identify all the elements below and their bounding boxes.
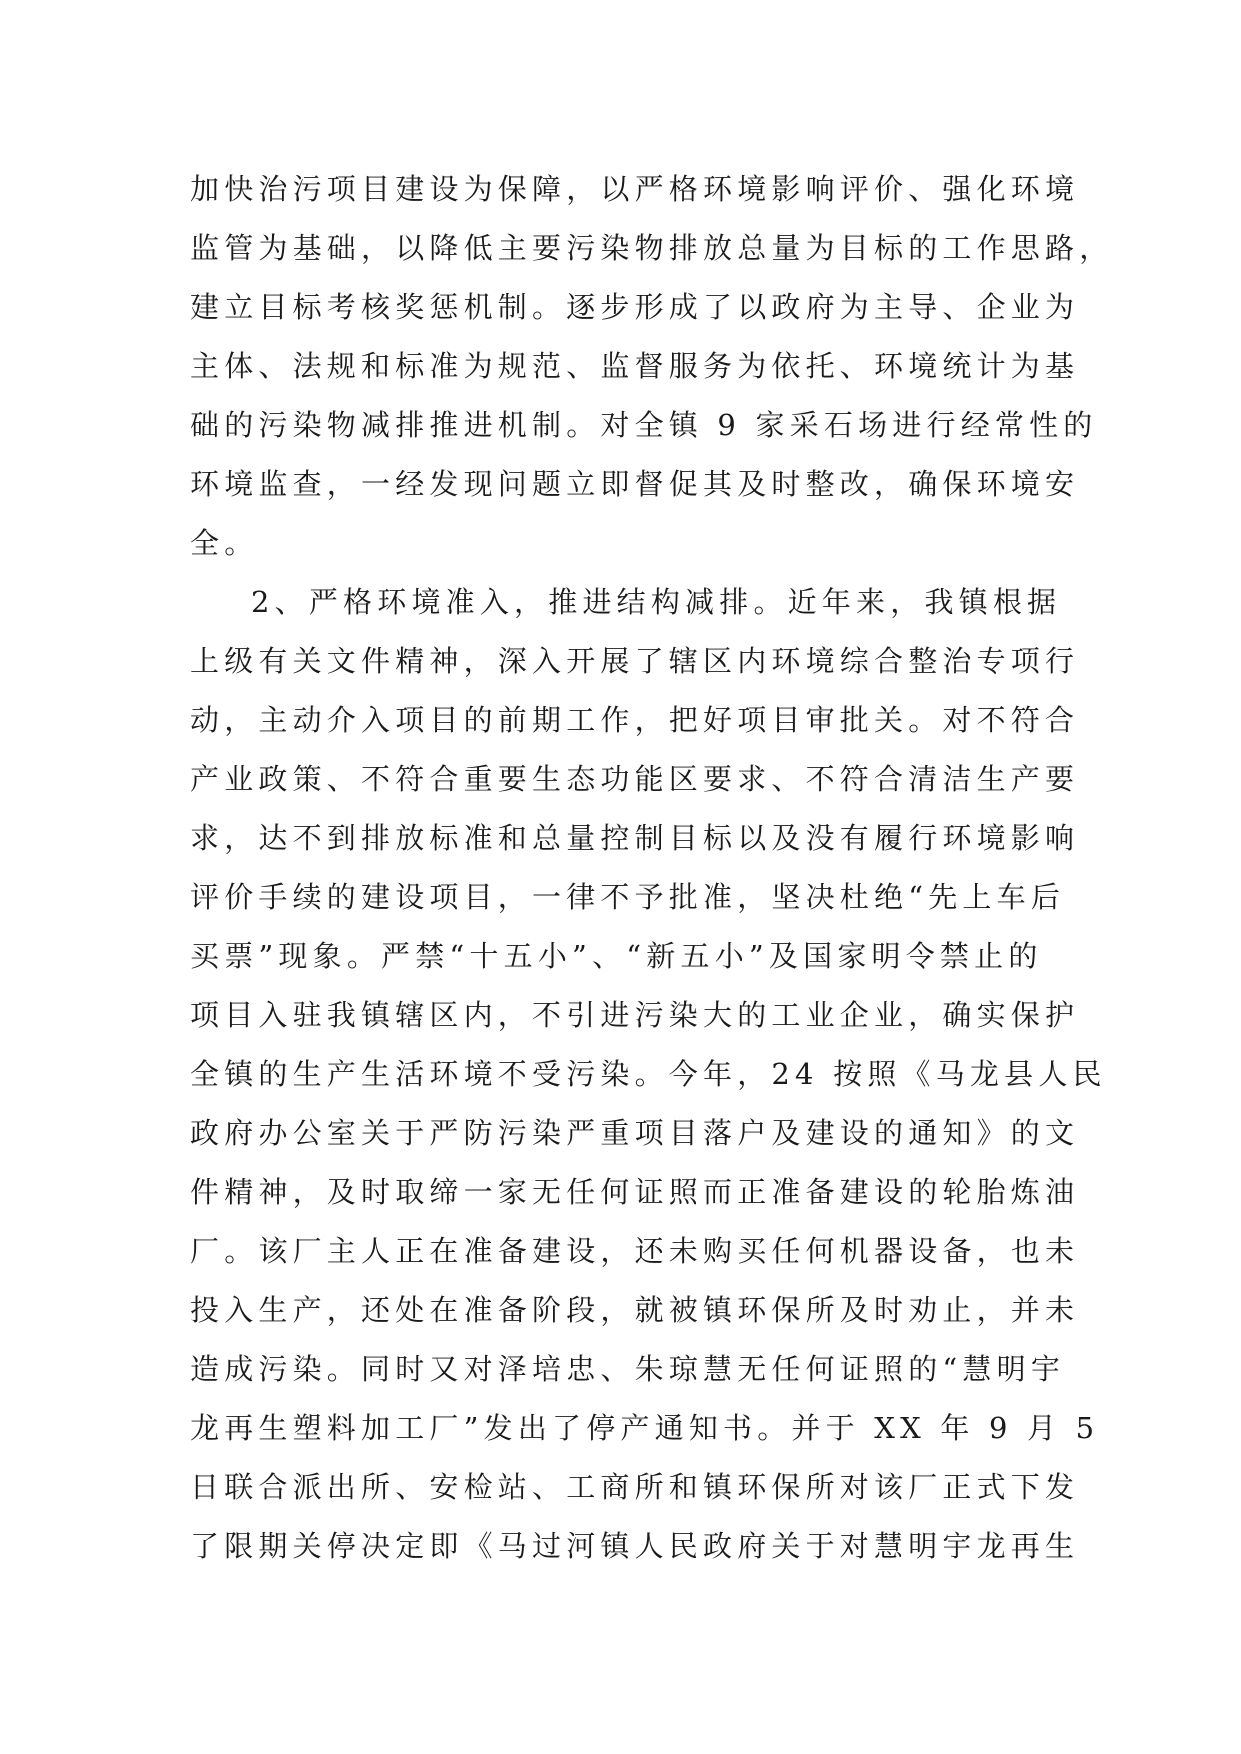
text-line: 加快治污项目建设为保障，以严格环境影响评价、强化环境 <box>190 172 1080 206</box>
text-line: 政府办公室关于严防污染严重项目落户及建设的通知》的文 <box>190 1116 1080 1150</box>
text-line: 评价手续的建设项目，一律不予批准，坚决杜绝“先上车后 <box>190 880 1066 914</box>
text-line: 买票”现象。严禁“十五小”、“新五小”及国家明令禁止的 <box>190 939 1043 973</box>
text-line: 项目入驻我镇辖区内，不引进污染大的工业企业，确实保护 <box>190 998 1080 1032</box>
text-line: 造成污染。同时又对泽培忠、朱琼慧无任何证照的“慧明宇 <box>190 1352 1066 1386</box>
text-line: 件精神，及时取缔一家无任何证照而正准备建设的轮胎炼油 <box>190 1175 1080 1209</box>
text-line: 环境监查，一经发现问题立即督促其及时整改，确保环境安 <box>190 467 1080 501</box>
text-line: 上级有关文件精神，深入开展了辖区内环境综合整治专项行 <box>190 644 1080 678</box>
text-line: 主体、法规和标准为规范、监督服务为依托、环境统计为基 <box>190 349 1080 383</box>
text-line: 建立目标考核奖惩机制。逐步形成了以政府为主导、企业为 <box>190 290 1080 324</box>
text-line: 了限期关停决定即《马过河镇人民政府关于对慧明宇龙再生 <box>190 1529 1080 1563</box>
text-line: 产业政策、不符合重要生态功能区要求、不符合清洁生产要 <box>190 762 1080 796</box>
document-body <box>190 160 1114 1576</box>
paragraph-1 <box>190 160 1114 573</box>
text-line: 日联合派出所、安检站、工商所和镇环保所对该厂正式下发 <box>190 1470 1080 1504</box>
text-line: 监管为基础，以降低主要污染物排放总量为目标的工作思路， <box>190 231 1114 265</box>
text-line: 厂。该厂主人正在准备建设，还未购买任何机器设备，也未 <box>190 1234 1080 1268</box>
paragraph-2 <box>190 573 1107 1576</box>
text-line: 求，达不到排放标准和总量控制目标以及没有履行环境影响 <box>190 821 1080 855</box>
text-line: 动，主动介入项目的前期工作，把好项目审批关。对不符合 <box>190 703 1080 737</box>
text-line-indented: 2、严格环境准入，推进结构减排。近年来，我镇根据 <box>251 585 1062 619</box>
text-line: 全镇的生产生活环境不受污染。今年，24 按照《马龙县人民 <box>190 1057 1107 1091</box>
text-line: 龙再生塑料加工厂”发出了停产通知书。并于 XX 年 9 月 5 <box>190 1411 1100 1445</box>
text-line: 全。 <box>190 526 259 560</box>
text-line: 投入生产，还处在准备阶段，就被镇环保所及时劝止，并未 <box>190 1293 1080 1327</box>
text-line: 础的污染物减排推进机制。对全镇 9 家采石场进行经常性的 <box>190 408 1098 442</box>
